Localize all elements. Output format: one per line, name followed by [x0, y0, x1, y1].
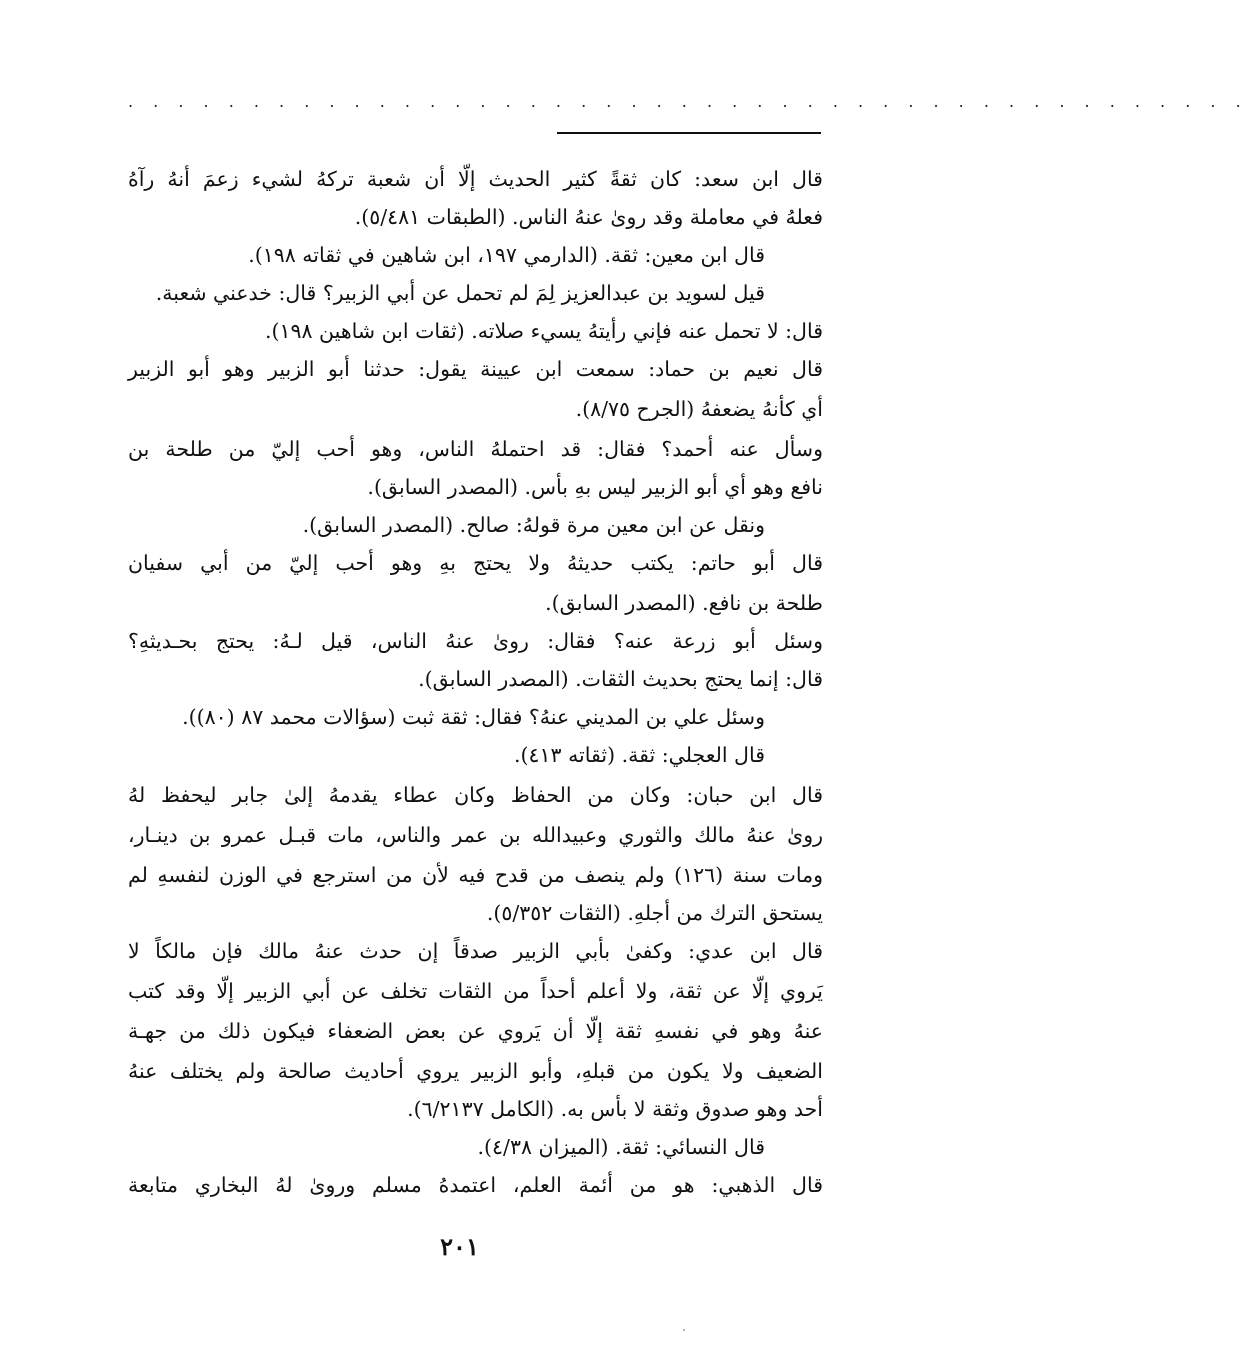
text-line: قال العجلي: ثقة. (ثقاته ٤١٣). [513, 743, 765, 767]
dotted-separator: . . . . . . . . . . . . . . . . . . . . . . . . . . . . . . . . . . . . . . . . . . . . . [128, 92, 1248, 111]
text-line: قيل لسويد بن عبدالعزيز لِمَ لم تحمل عن أبي الزبير؟ قال: خدعني شعبة. [155, 281, 765, 305]
text-line: يستحق الترك من أجلهِ. (الثقات ٥/٣٥٢). [486, 901, 823, 925]
text-line: الضعيف ولا يكون من قبلهِ، وأبو الزبير يروي أحاديث صالحة ولم يختلف عنهُ [128, 1059, 823, 1083]
text-line: يَروي إلّا عن ثقة، ولا أعلم أحداً من الثقات تخلف عن أبي الزبير إلّا وقد كتب [128, 979, 823, 1003]
text-line: قال ابن معين: ثقة. (الدارمي ١٩٧، ابن شاهين في ثقاته ١٩٨). [248, 243, 765, 267]
footnote-rule [557, 132, 821, 134]
text-line: قال: لا تحمل عنه فإني رأيتهُ يسيء صلاته. (ثقات ابن شاهين ١٩٨). [264, 319, 823, 343]
text-line: قال ابن سعد: كان ثقةً كثير الحديث إلّا أن شعبة تركهُ لشيء زعمَ أنهُ رآهُ [128, 167, 823, 191]
text-line: قال نعيم بن حماد: سمعت ابن عيينة يقول: حدثنا أبو الزبير وهو أبو الزبير [128, 357, 823, 381]
text-line: قال ابن حبان: وكان من الحفاظ وكان عطاء يقدمهُ إلىٰ جابر ليحفظ لهُ [128, 783, 823, 807]
text-line: قال الذهبي: هو من أئمة العلم، اعتمدهُ مسلم وروىٰ لهُ البخاري متابعة [128, 1173, 823, 1197]
text-line: طلحة بن نافع. (المصدر السابق). [545, 591, 823, 615]
text-line: أحد وهو صدوق وثقة لا بأس به. (الكامل ٦/٢١٣٧). [407, 1097, 823, 1121]
text-line: قال ابن عدي: وكفىٰ بأبي الزبير صدقاً إن حدث عنهُ مالك فإن مالكاً لا [128, 939, 823, 963]
text-line: قال أبو حاتم: يكتب حديثهُ ولا يحتج بهِ وهو أحب إليّ من أبي سفيان [128, 551, 823, 575]
scan-speck [683, 1329, 685, 1331]
text-line: فعلهُ في معاملة وقد روىٰ عنهُ الناس. (الطبقات ٥/٤٨١). [354, 205, 823, 229]
text-line: قال النسائي: ثقة. (الميزان ٤/٣٨). [477, 1135, 765, 1159]
text-line: عنهُ وهو في نفسهِ ثقة إلّا أن يَروي عن بعض الضعفاء فيكون ذلك من جهـة [128, 1019, 823, 1043]
text-line: وسئل أبو زرعة عنه؟ فقال: روىٰ عنهُ الناس، قيل لـهُ: يحتج بحـديثهِ؟ [128, 629, 823, 653]
text-line: أي كأنهُ يضعفهُ (الجرح ٨/٧٥). [575, 397, 823, 421]
text-line: ومات سنة (١٢٦) ولم ينصف من قدح فيه لأن من استرجع في الوزن لنفسهِ لم [128, 863, 824, 887]
page-number: ٢٠١ [440, 1232, 479, 1261]
text-line: وسأل عنه أحمد؟ فقال: قد احتملهُ الناس، وهو أحب إليّ من طلحة بن [128, 437, 823, 461]
text-line: قال: إنما يحتج بحديث الثقات. (المصدر السابق). [418, 667, 823, 691]
text-line: نافع وهو أي أبو الزبير ليس بهِ بأس. (المصدر السابق). [367, 475, 823, 499]
text-line: ونقل عن ابن معين مرة قولهُ: صالح. (المصدر السابق). [302, 513, 765, 537]
text-line: وسئل علي بن المديني عنهُ؟ فقال: ثقة ثبت (سؤالات محمد ٨٧ (٨٠)). [182, 705, 765, 729]
text-line: روىٰ عنهُ مالك والثوري وعبيدالله بن عمر والناس، مات قبـل عمرو بن دينـار، [128, 823, 823, 847]
